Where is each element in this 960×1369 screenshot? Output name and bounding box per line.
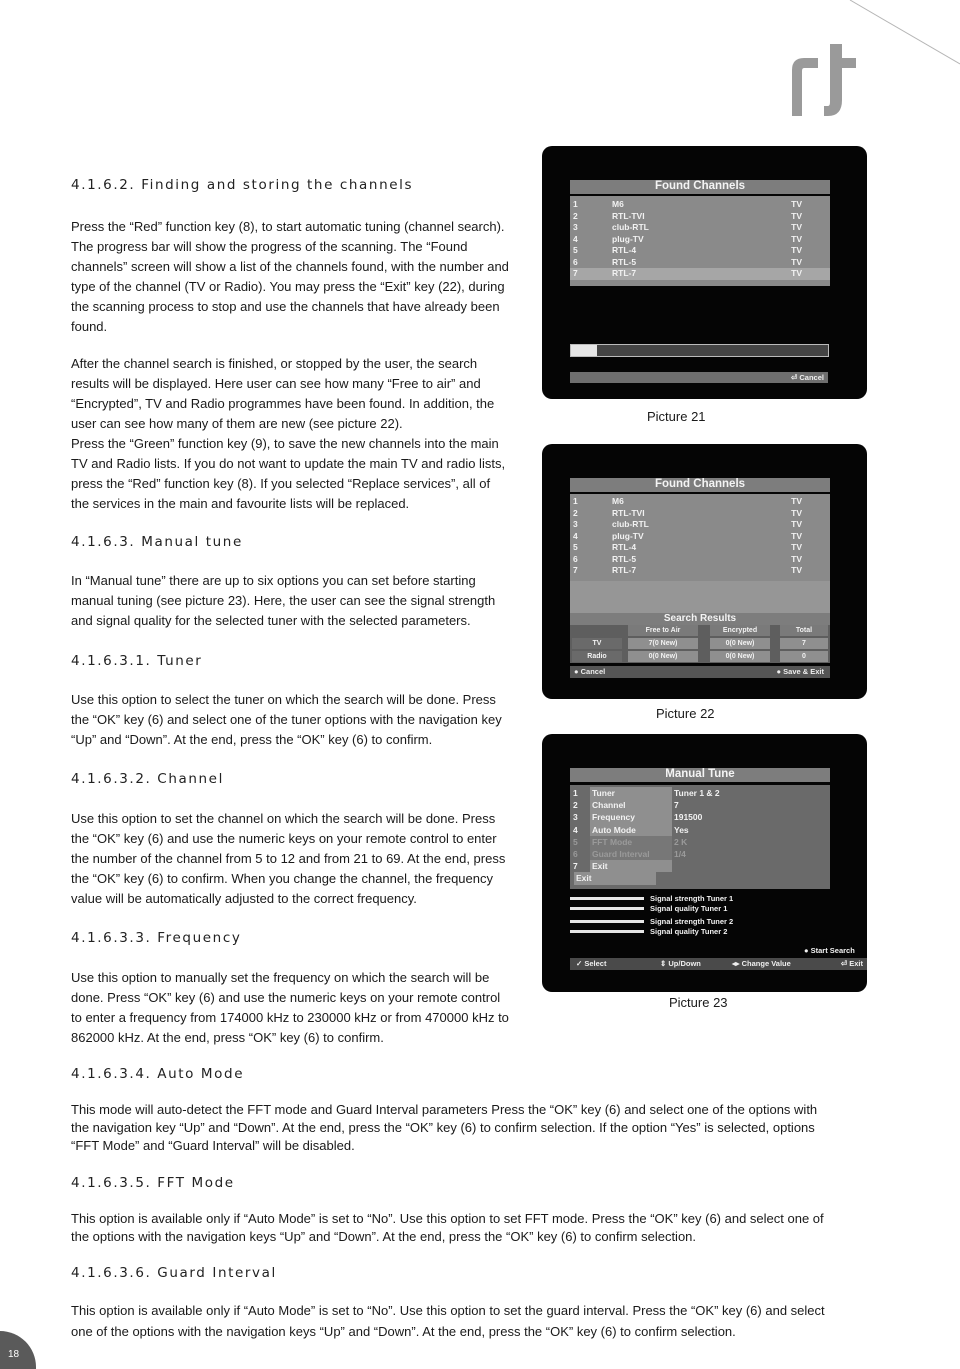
hint-bar [570,958,867,970]
channel-number: 2 [573,210,578,221]
text-line: The progress bar will show the progress of the scanning. The “Found [71,239,468,254]
search-results-title: Search Results [570,613,830,625]
exit-option: Exit [574,872,656,884]
text-line: In “Manual tune” there are up to six options you can set before starting [71,573,476,588]
section-heading: 4.1.6.3.1. Tuner [71,653,203,669]
signal-bar [570,930,644,933]
text-line: “FFT Mode” and “Guard Interval” will be disabled. [71,1138,355,1153]
channel-type: TV [791,245,802,255]
change-value-hint [732,958,791,969]
picture-caption: Picture 22 [656,706,715,721]
column-header: Encrypted [710,625,770,636]
text-line: This mode will auto-detect the FFT mode and Guard Interval parameters Press the “OK” key (6) and select one of the options with [71,1102,818,1117]
paragraph-fft-mode [71,1210,871,1246]
text-line: the scanning process to stop and use the channels that have already been [71,299,500,314]
osd-title: Found Channels [570,478,830,492]
leftright-arrow-icon: ◂▸ [732,959,742,968]
list-item [570,245,830,257]
option-value: 7 [674,800,679,811]
ok-check-icon: ✓ [576,959,585,968]
progress-fill [571,345,597,356]
text-line: 862000 kHz. At the end, press “OK” key (6) to confirm. [71,1030,384,1045]
channel-name: RTL-4 [612,542,637,552]
channel-type: TV [791,507,802,518]
channel-type: TV [791,233,802,244]
text-line: Use this option to manually set the frequency on which the search will be [71,970,490,985]
signal-strength-tuner2 [570,917,830,927]
section-heading: 4.1.6.3.6. Guard Interval [71,1265,277,1281]
channel-type: TV [791,553,802,564]
list-item [570,787,830,799]
tv-screen-found-channels [542,146,867,399]
cancel-hint [574,666,605,677]
brand-logo [790,44,870,116]
updown-arrow-icon: ⇕ [660,959,669,968]
table-cell: 7 [780,638,828,649]
paragraph-channel [71,809,531,909]
select-hint [576,958,606,969]
text-line: Use this option to set the channel on which the search will be done. Press [71,811,496,826]
text-line: “Up” and “Down”. At the end, press the “OK” key (6) to confirm. [71,732,433,747]
page-number-badge [0,1331,36,1369]
channel-number: 4 [573,233,578,244]
option-label: FFT Mode [590,836,672,848]
channel-number: 4 [573,530,578,541]
tv-screen-manual-tune [542,734,867,992]
list-item [570,848,830,860]
channel-number: 7 [573,565,578,575]
signal-label: Signal strength Tuner 1 [650,894,734,903]
table-cell: 0(0 New) [710,651,770,662]
list-item [570,531,830,543]
option-number: 1 [573,788,578,798]
text-line: the services in the main and favourite lists will be replaced. [71,496,410,511]
updown-hint [660,958,701,969]
option-label: Frequency [590,811,672,823]
text-line: found. [71,319,108,334]
option-number: 5 [573,836,578,847]
picture-caption: Picture 21 [647,409,706,424]
tv-screen-search-results [542,444,867,699]
list-item [570,496,830,508]
list-item [570,268,830,280]
channel-name: RTL-4 [612,245,637,255]
signal-bar [570,897,644,900]
paragraph-frequency [71,968,531,1048]
section-heading: 4.1.6.3.3. Frequency [71,930,242,946]
channel-list [570,196,830,286]
text-line: This option is available only if “Auto Mode” is set to “No”. Use this option to set the guard interval. Press the “OK” key (6) and select [71,1303,825,1318]
red-key-icon: ● [574,667,581,676]
cancel-label: Cancel [580,667,606,676]
text-line: user can see how many of them are new (see picture 22). [71,416,403,431]
hint-bar [570,372,828,383]
text-line: the number of the channel from 5 to 12 and from 21 to 69. At the end, press [71,851,506,866]
channel-type: TV [791,268,802,278]
channel-name: RTL-7 [612,268,637,278]
exit-key-icon: ⏎ [791,373,800,382]
section-heading: 4.1.6.3.2. Channel [71,771,224,787]
channel-number: 6 [573,553,578,564]
section-heading: 4.1.6.3. Manual tune [71,534,243,550]
signal-label: Signal strength Tuner 2 [650,917,734,926]
exit-key-icon: ⏎ [840,959,850,968]
signal-label: Signal quality Tuner 1 [650,904,728,913]
paragraph-manual-tune [71,571,531,631]
channel-number: 3 [573,222,578,232]
select-label: Select [584,959,607,968]
channel-name: RTL-5 [612,256,637,267]
signal-quality-tuner2 [570,927,830,937]
list-item [570,257,830,269]
option-number: 4 [573,824,578,835]
text-line: press the “Red” function key (8). If you selected “Replace services”, all of [71,476,491,491]
option-label: Auto Mode [590,824,672,836]
osd-title: Manual Tune [570,768,830,782]
signal-bar [570,907,644,910]
blue-key-icon: ● [804,946,811,955]
channel-type: TV [791,199,802,209]
text-line: “Encrypted”, TV and Radio programmes have been found. In addition, the [71,396,495,411]
signal-quality-tuner1 [570,904,830,914]
text-line: This option is available only if “Auto Mode” is set to “No”. Use this option to set FFT mode. Press the “OK” key (6) and select one of [71,1211,824,1226]
channel-number: 6 [573,256,578,267]
paragraph-finding-channels [71,217,531,337]
search-results-table [570,625,830,663]
section-heading: 4.1.6.2. Finding and storing the channels [71,177,414,193]
text-line: the navigation key “Up” and “Down”. At the end, press the “OK” key (6) to confirm selection. If the option “Yes” is selected, options [71,1120,815,1135]
channel-type: TV [791,565,802,575]
osd-title: Found Channels [570,180,830,194]
option-number: 7 [573,861,578,872]
list-item [570,508,830,520]
option-label: Tuner [590,787,672,799]
cancel-label: Cancel [799,373,824,382]
signal-label: Signal quality Tuner 2 [650,927,728,936]
option-number: 2 [573,800,578,811]
start-search-label: Start Search [810,946,855,955]
channel-type: TV [791,519,802,529]
text-line: Press the “Red” function key (8), to start automatic tuning (channel search). [71,219,505,234]
picture-caption: Picture 23 [669,995,728,1010]
list-item [570,872,830,884]
paragraph-auto-mode [71,1101,871,1155]
text-line: the “OK” key (6) and select one of the tuner options with the navigation key [71,712,502,727]
hint-bar [570,666,830,678]
text-line: done. Press “OK” key (6) and use the numeric keys on your remote control [71,990,501,1005]
exit-label: Exit [849,959,863,968]
list-item [570,519,830,531]
list-item [570,234,830,246]
manual-tune-list [570,785,830,889]
table-cell: 0(0 New) [628,651,698,662]
channel-name: club-RTL [612,519,649,529]
channel-type: TV [791,542,802,552]
option-label: Exit [590,860,672,872]
text-line: one of the options with the navigation keys “Up” and “Down”. At the end, press the “OK” key (6) to confirm selection. [71,1324,736,1339]
list-item [570,222,830,234]
option-value: Tuner 1 & 2 [674,788,720,798]
list-item [570,211,830,223]
list-filler [570,581,830,613]
table-cell: 0 [780,651,828,662]
option-value: 2 K [674,836,688,847]
option-number: 3 [573,812,578,823]
start-search-hint [804,946,855,955]
text-line: to enter a frequency from 174000 kHz to 230000 kHz or from 470000 kHz to [71,1010,509,1025]
channel-name: RTL-TVI [612,507,645,518]
list-item [570,824,830,836]
option-label: Channel [590,799,672,811]
channel-name: RTL-TVI [612,210,645,221]
list-item [570,542,830,554]
channel-name: RTL-7 [612,565,637,575]
channel-type: TV [791,256,802,267]
option-number: 6 [573,849,578,859]
text-line: the “OK” key (6) and use the numeric keys on your remote control to enter [71,831,497,846]
row-label: Radio [572,651,622,662]
section-heading: 4.1.6.3.4. Auto Mode [71,1066,245,1082]
column-header: Free to Air [628,625,698,636]
list-item [570,565,830,577]
channel-number: 7 [573,268,578,278]
channel-number: 1 [573,199,578,209]
table-cell: 7(0 New) [628,638,698,649]
column-header: Total [780,625,828,636]
exit-hint [841,958,863,969]
text-line: manual tuning (see picture 23). Here, the user can see the signal strength [71,593,496,608]
channel-name: RTL-5 [612,553,637,564]
signal-bar [570,920,644,923]
channel-name: M6 [612,199,624,209]
row-label: TV [572,638,622,649]
paragraph-guard-interval [71,1300,871,1342]
green-key-icon: ● [776,667,784,676]
list-item [570,836,830,848]
channel-type: TV [791,210,802,221]
channel-number: 2 [573,507,578,518]
channel-type: TV [791,496,802,506]
option-value: Yes [674,824,689,835]
text-line: TV and Radio lists. If you do not want to update the main TV and radio lists, [71,456,506,471]
channel-number: 5 [573,542,578,552]
channel-number: 3 [573,519,578,529]
channel-name: M6 [612,496,624,506]
save-exit-label: Save & Exit [783,667,824,676]
channel-type: TV [791,222,802,232]
paragraph-tuner [71,690,531,750]
text-line: value will be automatically adjusted to the correct frequency. [71,891,417,906]
text-line: After the channel search is finished, or stopped by the user, the search [71,356,478,371]
change-value-label: Change Value [741,959,791,968]
text-line: channels” screen will show a list of the channels found, with the number and [71,259,509,274]
channel-number: 5 [573,245,578,255]
section-heading: 4.1.6.3.5. FFT Mode [71,1175,235,1191]
channel-name: plug-TV [612,233,644,244]
text-line: the “OK” key (6) to confirm. When you change the channel, the frequency [71,871,493,886]
list-item [570,860,830,872]
list-item [570,199,830,211]
text-line: Use this option to select the tuner on which the search will be done. Press [71,692,496,707]
text-line: results will be displayed. Here user can see how many “Free to air” and [71,376,481,391]
text-line: the options with the navigation keys “Up” and “Down”. At the end, press the “OK” key (6) to confirm selection. [71,1229,697,1244]
list-item [570,811,830,823]
updown-label: Up/Down [668,959,701,968]
channel-number: 1 [573,496,578,506]
option-value: 1/4 [674,849,686,859]
channel-list [570,494,830,581]
scan-progress-bar [570,344,829,357]
signal-strength-tuner1 [570,894,830,904]
list-item [570,554,830,566]
channel-type: TV [791,530,802,541]
text-line: and signal quality for the selected tuner with the selected parameters. [71,613,471,628]
table-cell: 0(0 New) [710,638,770,649]
cancel-hint [791,372,824,383]
channel-name: club-RTL [612,222,649,232]
option-value: 191500 [674,812,703,823]
save-exit-hint [777,666,824,677]
paragraph-search-results [71,354,531,514]
channel-name: plug-TV [612,530,644,541]
text-line: Press the “Green” function key (9), to save the new channels into the main [71,436,499,451]
option-label: Guard Interval [590,848,672,860]
list-item [570,799,830,811]
page-number: 18 [8,1349,20,1360]
text-line: type of the channel (TV or Radio). You may press the “Exit” key (22), during [71,279,505,294]
